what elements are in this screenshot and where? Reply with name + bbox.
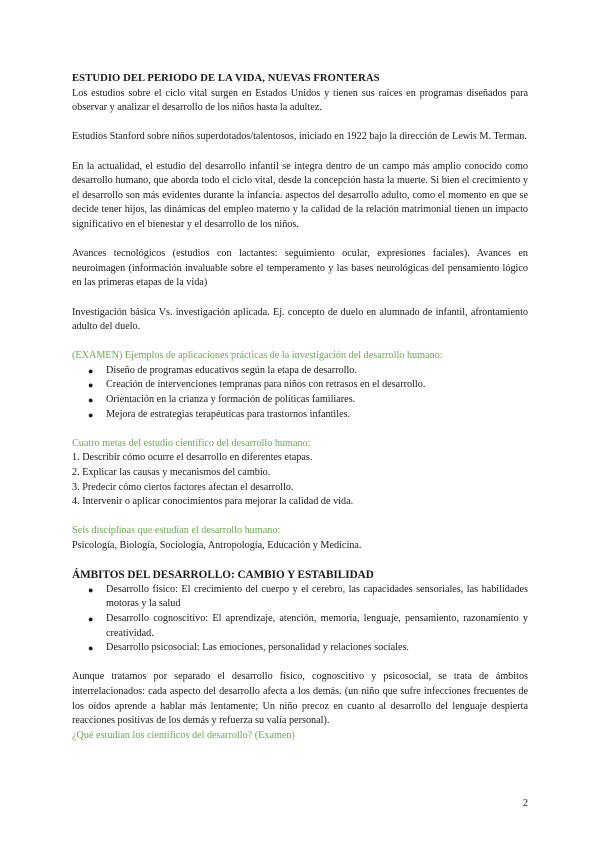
list-item: ● Orientación en la crianza y formación de políticas familiares. bbox=[86, 393, 528, 408]
list-item: ● Desarrollo psicosocial: Las emociones, personalidad y relaciones sociales. bbox=[86, 641, 528, 656]
list-item: ● Mejora de estrategias terapéuticas para trastornos infantiles. bbox=[86, 408, 528, 423]
list-item: 2. Explicar las causas y mecanismos del cambio. bbox=[72, 467, 271, 479]
paragraph-basic-applied: Investigación básica Vs. investigación aplicada. Ej. concepto de duelo en alumnado de infantil, afrontamiento adulto del duelo. bbox=[72, 306, 528, 333]
bullet-icon: ● bbox=[88, 613, 94, 624]
list-item: ● Desarrollo físico: El crecimiento del cuerpo y el cerebro, las capacidades sensoriales, las habilidades motoras y la salud bbox=[88, 583, 528, 610]
section-title-domains: ÁMBITOS DEL DESARROLLO: CAMBIO Y ESTABILIDAD bbox=[72, 569, 374, 582]
section-title-life-period: ESTUDIO DEL PERIODO DE LA VIDA, NUEVAS FRONTERAS bbox=[72, 73, 380, 84]
disciplines-heading: Seis disciplinas que estudian el desarrollo humano: bbox=[72, 525, 281, 537]
applications-list bbox=[72, 364, 528, 422]
page-number: 2 bbox=[523, 798, 528, 809]
bullet-icon: ● bbox=[88, 409, 94, 420]
list-item: 1. Describir cómo ocurre el desarrollo en diferentes etapas. bbox=[72, 452, 313, 464]
exam-question: ¿Qué estudian los científicos del desarrollo? (Examen) bbox=[72, 729, 295, 741]
list-item: ● Desarrollo cognoscitivo: El aprendizaje, atención, memoria, lenguaje, pensamiento, razonamiento y creatividad. bbox=[88, 612, 528, 639]
page-content bbox=[72, 72, 528, 743]
applications-heading: (EXAMEN) Ejemplos de aplicaciones prácticas de la investigación del desarrollo humano: bbox=[72, 350, 443, 362]
list-item: ● Creación de intervenciones tempranas para niños con retrasos en el desarrollo. bbox=[86, 378, 528, 393]
bullet-icon: ● bbox=[88, 584, 94, 595]
list-item: ● Diseño de programas educativos según la etapa de desarrollo. bbox=[86, 364, 528, 379]
goals-list bbox=[72, 451, 528, 509]
paragraph-origins: Los estudios sobre el ciclo vital surgen en Estados Unidos y tienen sus raíces en programas diseñados para observar y analizar el desarrollo de los niños hasta la adultez. bbox=[72, 87, 528, 114]
goals-heading: Cuatro metas del estudio científico del desarrollo humano: bbox=[72, 437, 311, 449]
paragraph-current-field: En la actualidad, el estudio del desarrollo infantil se integra dentro de un campo más amplio conocido como desarrollo humano, que aborda todo el ciclo vital, desde la concepción hasta la muerte. Si bien el crecimiento y el desarrollo son más evidentes durante la infancia. aspectos del desarrollo adulto, como el momento en que se decide tener hijos, las dinámicas del empleo materno y la calidad de la relación matrimonial tienen un impacto significativo en el bienestar y el desarrollo de los niños. bbox=[72, 160, 528, 230]
paragraph-tech-advances: Avances tecnológicos (estudios con lactantes: seguimiento ocular, expresiones faciales). Avances en neuroimagen (información invaluable sobre el temperamento y las bases neurológicas del pensamiento lógico en las primeras etapas de la vida) bbox=[72, 248, 528, 289]
bullet-icon: ● bbox=[88, 643, 94, 654]
paragraph-interrelated: Aunque tratamos por separado el desarrollo físico, cognoscitivo y psicosocial, se trata de ámbitos interrelacionados: cada aspecto del desarrollo afecta a los demás. (un niño que sufre infecciones frecuentes de los oídos aprende a hablar más lentamente; Un niño precoz en cuanto al desarrollo del lenguaje despierta reacciones positivas de los demás y refuerza su valía personal). bbox=[72, 671, 528, 727]
bullet-icon: ● bbox=[88, 395, 94, 406]
domains-list bbox=[72, 583, 528, 656]
bullet-icon: ● bbox=[88, 365, 94, 376]
paragraph-stanford: Estudios Stanford sobre niños superdotados/talentosos, iniciado en 1922 bajo la dirección de Lewis M. Terman. bbox=[72, 131, 527, 143]
list-item: 3. Predecir cómo ciertos factores afectan el desarrollo. bbox=[72, 481, 294, 493]
list-item: 4. Intervenir o aplicar conocimientos para mejorar la calidad de vida. bbox=[72, 496, 354, 508]
disciplines-text: Psicología, Biología, Sociología, Antropología, Educación y Medicina. bbox=[72, 540, 362, 551]
bullet-icon: ● bbox=[88, 380, 94, 391]
